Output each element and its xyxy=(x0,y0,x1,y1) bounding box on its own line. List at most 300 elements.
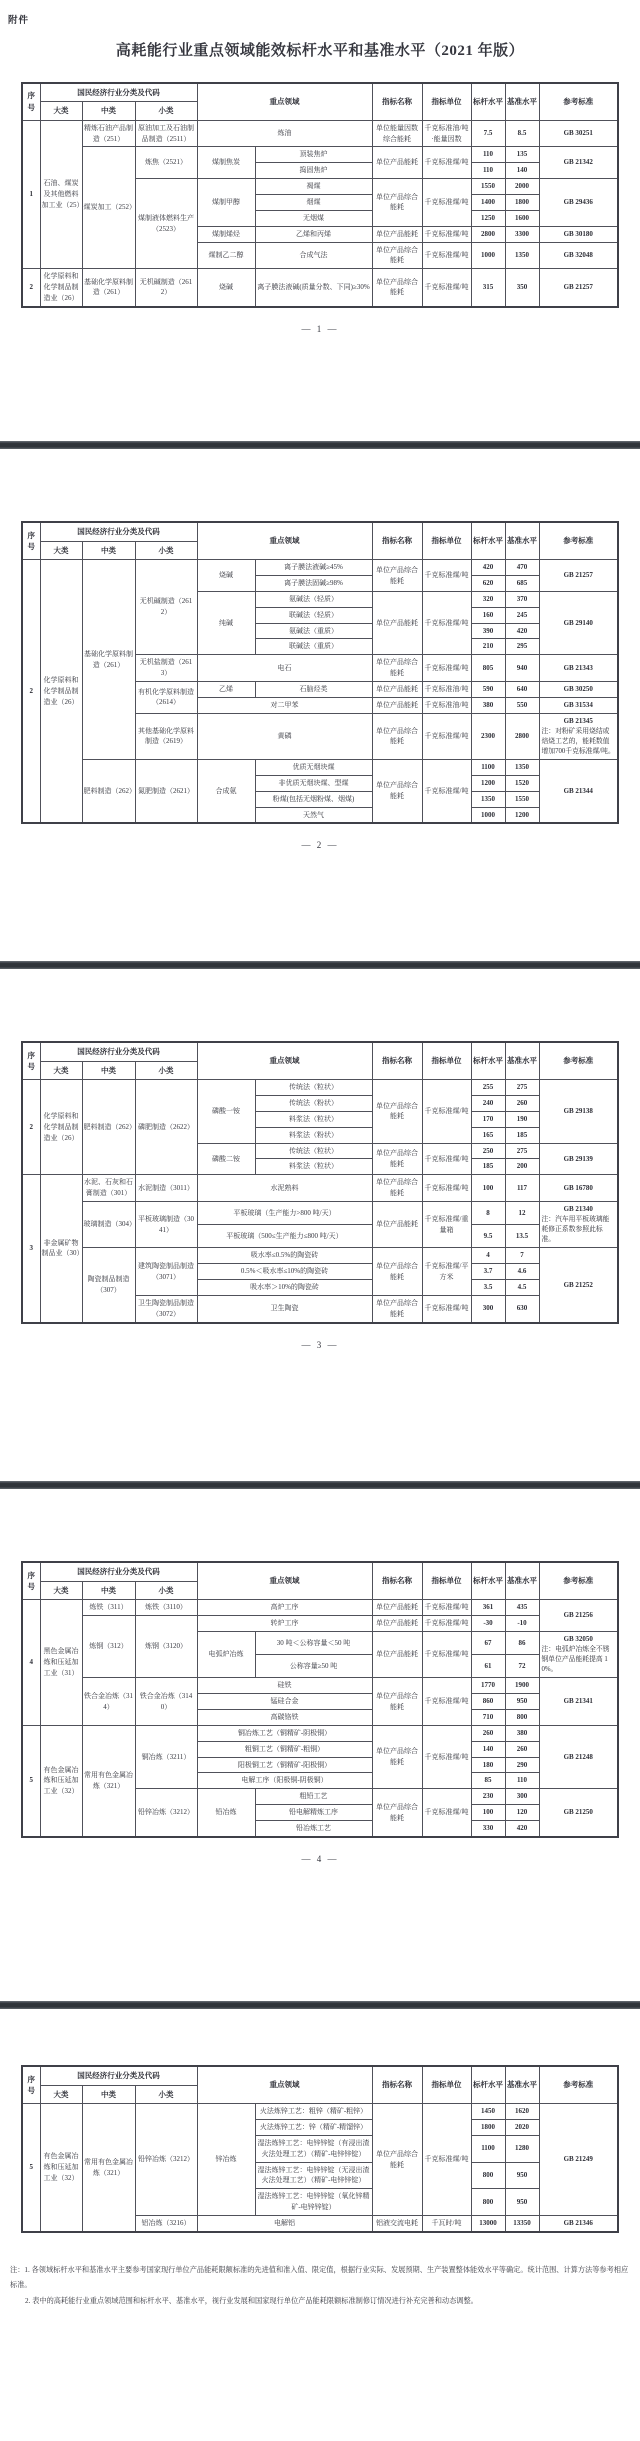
table-cell: 85 xyxy=(471,1773,505,1789)
table-cell: GB 31534 xyxy=(539,697,618,713)
table-cell: 300 xyxy=(505,1789,539,1805)
table-cell: 1000 xyxy=(471,807,505,823)
table-cell: 5 xyxy=(22,1725,40,1836)
table-cell: 550 xyxy=(505,697,539,713)
col-indicator-name: 指标名称 xyxy=(372,1042,422,1080)
table-cell: 单位产品综合能耗 xyxy=(372,179,422,227)
table-cell: 千克标准煤/吨 xyxy=(422,242,471,269)
table-cell: 7 xyxy=(505,1248,539,1264)
table-cell: 135 xyxy=(505,147,539,163)
table-cell: 铁合金冶炼（314） xyxy=(82,1678,135,1726)
table-cell: 435 xyxy=(505,1600,539,1616)
table-cell: 煤制烯烃 xyxy=(197,226,255,242)
table-cell: 950 xyxy=(505,2189,539,2216)
table-cell: 黄磷 xyxy=(197,713,372,759)
table-cell: 基础化学原料制造（261） xyxy=(82,560,135,760)
col-indicator-unit: 指标单位 xyxy=(422,83,471,121)
table-cell: 单位产品综合能耗 xyxy=(372,1248,422,1296)
page-separator xyxy=(0,441,640,449)
table-cell: 天然气 xyxy=(255,807,372,823)
table-cell: 单位产品能耗 xyxy=(372,1202,422,1248)
table-cell: 380 xyxy=(471,697,505,713)
table-cell: 320 xyxy=(471,591,505,607)
table-cell: 640 xyxy=(505,682,539,698)
table-cell: 1600 xyxy=(505,210,539,226)
table-cell: 铅锌冶炼（3212） xyxy=(135,1789,197,1837)
table-cell: 炼钢（3120） xyxy=(135,1616,197,1678)
table-cell: 1200 xyxy=(505,807,539,823)
table-cell: 千克标准煤/吨 xyxy=(422,1175,471,1202)
table-cell: 单位产品综合能耗 xyxy=(372,1789,422,1837)
table-row xyxy=(22,1600,618,1616)
col-indicator-unit: 指标单位 xyxy=(422,1562,471,1600)
table-cell: 粗铜工艺（铜精矿-粗铜） xyxy=(197,1741,372,1757)
col-baseline: 基准水平 xyxy=(505,2066,539,2104)
table-cell: 275 xyxy=(505,1143,539,1159)
table-cell: 传统法（粒状） xyxy=(255,1143,372,1159)
table-cell: 煤制焦炭 xyxy=(197,147,255,179)
table-cell: 对二甲苯 xyxy=(197,697,372,713)
table-cell: 铅电解精炼工序 xyxy=(255,1805,372,1821)
note-1: 注：1. 各领域标杆水平和基准水平主要参考国家现行单位产品能耗限额标准的先进值和准入值、限定值，根据行业实际、发展预期、生产装置整体能效水平等确定。统计范围、计算方法等参考相应标准。 xyxy=(10,2265,629,2290)
benchmark-table-page-3 xyxy=(21,1041,619,1324)
document-page-5 xyxy=(0,2009,640,2417)
table-cell: 单位产品能耗 xyxy=(372,1616,422,1632)
benchmark-table-page-1 xyxy=(21,82,619,308)
table-cell: 200 xyxy=(505,1159,539,1175)
table-cell: 260 xyxy=(505,1741,539,1757)
table-cell: 料浆法（粒状） xyxy=(255,1159,372,1175)
table-cell: 转炉工序 xyxy=(197,1616,372,1632)
table-cell: 290 xyxy=(505,1757,539,1773)
table-cell: 1250 xyxy=(471,210,505,226)
table-cell: 1350 xyxy=(471,791,505,807)
table-cell: 料浆法（粉状） xyxy=(255,1127,372,1143)
table-cell: 纯碱 xyxy=(197,591,255,654)
header-row xyxy=(22,522,618,541)
table-cell: 3.7 xyxy=(471,1264,505,1280)
table-cell: 7.5 xyxy=(471,120,505,147)
col-classification: 国民经济行业分类及代码 xyxy=(40,1042,197,1061)
table-cell: 氨碱法（轻质） xyxy=(255,591,372,607)
table-cell: 61 xyxy=(471,1655,505,1678)
table-cell: 氨碱法（重质） xyxy=(255,623,372,639)
table-cell: 1000 xyxy=(471,242,505,269)
table-cell: 千克标准煤/吨 xyxy=(422,1143,471,1175)
table-cell: 117 xyxy=(505,1175,539,1202)
table-cell: 1800 xyxy=(505,194,539,210)
table-cell: 乙烯和丙烯 xyxy=(255,226,372,242)
col-classification: 国民经济行业分类及代码 xyxy=(40,522,197,541)
table-cell: 110 xyxy=(505,1773,539,1789)
col-middle: 中类 xyxy=(82,1581,135,1600)
table-cell: GB 21249 xyxy=(539,2104,618,2216)
table-cell: 170 xyxy=(471,1111,505,1127)
table-cell: 单位产品综合能耗 xyxy=(372,560,422,592)
table-cell: 1520 xyxy=(505,775,539,791)
header-row xyxy=(22,2066,618,2085)
table-cell: GB 21257 xyxy=(539,560,618,592)
table-cell: 磷酸二铵 xyxy=(197,1143,255,1175)
table-cell: 无机盐制造（2613） xyxy=(135,655,197,682)
table-cell: 炼油 xyxy=(197,120,372,147)
table-cell: 单位产品能耗 xyxy=(372,1631,422,1677)
attachment-label: 附件 xyxy=(8,16,30,26)
table-cell: 千克标准煤/吨 xyxy=(422,147,471,179)
table-cell: 250 xyxy=(471,1143,505,1159)
table-cell: 420 xyxy=(471,560,505,576)
table-cell: 140 xyxy=(505,163,539,179)
table-cell: 1280 xyxy=(505,2135,539,2162)
table-cell: 铜冶炼工艺（铜精矿-阴极铜） xyxy=(197,1725,372,1741)
table-cell: GB 21257 xyxy=(539,269,618,307)
table-cell: 67 xyxy=(471,1631,505,1654)
table-cell: 单位产品综合能耗 xyxy=(372,1678,422,1726)
table-cell: 单位产品综合能耗 xyxy=(372,1175,422,1202)
table-cell: GB 29139 xyxy=(539,1143,618,1175)
table-cell: 361 xyxy=(471,1600,505,1616)
table-cell: 100 xyxy=(471,1805,505,1821)
table-cell: 非优质无烟块煤、型煤 xyxy=(255,775,372,791)
table-cell: 1550 xyxy=(505,791,539,807)
table-cell: 吸水率＞10%的陶瓷砖 xyxy=(197,1280,372,1296)
table-cell: 无机碱制造（2612） xyxy=(135,269,197,307)
table-cell: 3300 xyxy=(505,226,539,242)
table-cell: 230 xyxy=(471,1789,505,1805)
table-cell: 单位产品综合能耗 xyxy=(372,269,422,307)
table-cell: 210 xyxy=(471,639,505,655)
table-cell: 离子膜法液碱(质量分数、下同)≥30% xyxy=(255,269,372,307)
table-cell: 合成氨 xyxy=(197,760,255,824)
table-cell: 1550 xyxy=(471,179,505,195)
table-cell: 1400 xyxy=(471,194,505,210)
col-baseline: 基准水平 xyxy=(505,1562,539,1600)
table-cell: 传统法（粉状） xyxy=(255,1096,372,1112)
table-cell: 380 xyxy=(505,1725,539,1741)
col-reference: 参考标准 xyxy=(539,522,618,560)
table-cell: 电弧炉冶炼 xyxy=(197,1631,255,1677)
table-cell: 肥料制造（262） xyxy=(82,1080,135,1175)
table-cell: 合成气法 xyxy=(255,242,372,269)
table-cell: 2300 xyxy=(471,713,505,759)
table-cell: 铅冶炼工艺 xyxy=(255,1820,372,1836)
col-indicator-unit: 指标单位 xyxy=(422,2066,471,2104)
table-cell: 160 xyxy=(471,607,505,623)
col-major: 大类 xyxy=(40,102,82,121)
table-cell: 420 xyxy=(505,623,539,639)
page-separator xyxy=(0,2001,640,2009)
col-reference: 参考标准 xyxy=(539,2066,618,2104)
table-cell: 2800 xyxy=(471,226,505,242)
col-field: 重点领域 xyxy=(197,1562,372,1600)
table-cell: 千克标准煤/吨 xyxy=(422,269,471,307)
table-cell: 13350 xyxy=(505,2216,539,2232)
table-row xyxy=(22,760,618,776)
table-cell: 平板玻璃制造（3041） xyxy=(135,1202,197,1248)
table-cell: 千克标准油/吨 xyxy=(422,682,471,698)
table-cell: 1200 xyxy=(471,775,505,791)
table-cell: 联碱法（重质） xyxy=(255,639,372,655)
col-major: 大类 xyxy=(40,1581,82,1600)
table-cell: 1450 xyxy=(471,2104,505,2120)
reference-with-note: GB 32050 注：电弧炉冶炼全不锈钢单位产品能耗提高 10%。 xyxy=(539,1631,618,1677)
page-separator xyxy=(0,961,640,969)
table-cell: 千克标准煤/吨 xyxy=(422,713,471,759)
table-cell: 顶装焦炉 xyxy=(255,147,372,163)
table-cell: 铅锌冶炼（3212） xyxy=(135,2104,197,2216)
table-cell: 72 xyxy=(505,1655,539,1678)
table-cell: 千克标准煤/吨 xyxy=(422,1080,471,1143)
table-cell: 710 xyxy=(471,1710,505,1726)
table-cell: 电解工序（阳极铜-阴极铜） xyxy=(197,1773,372,1789)
table-cell: GB 29140 xyxy=(539,591,618,654)
header-row xyxy=(22,1562,618,1581)
page-number: — 4 — xyxy=(301,1853,339,1864)
table-cell: 电解铝 xyxy=(197,2216,372,2232)
col-reference: 参考标准 xyxy=(539,1562,618,1600)
table-cell: 470 xyxy=(505,560,539,576)
table-cell: 300 xyxy=(471,1295,505,1322)
table-cell: 805 xyxy=(471,655,505,682)
table-cell: 火法炼锌工艺：粗锌（精矿-粗锌） xyxy=(255,2104,372,2120)
col-minor: 小类 xyxy=(135,1581,197,1600)
col-field: 重点领域 xyxy=(197,2066,372,2104)
reference-with-note: GB 21340 注：汽车用平板玻璃能耗修正系数参照此标准。 xyxy=(539,1202,618,1248)
table-cell: 原油加工及石油制品制造（2511） xyxy=(135,120,197,147)
table-cell: 常用有色金属冶炼（321） xyxy=(82,2104,135,2232)
table-cell: 13.5 xyxy=(505,1225,539,1248)
table-cell: 千克标准煤/吨 xyxy=(422,1600,471,1616)
col-middle: 中类 xyxy=(82,2085,135,2104)
col-major: 大类 xyxy=(40,2085,82,2104)
table-cell: 千克标准煤/吨 xyxy=(422,560,471,592)
table-cell: 千克标准油/吨·能量因数 xyxy=(422,120,471,147)
table-cell: 离子膜法固碱≥98% xyxy=(255,576,372,592)
col-benchmark: 标杆水平 xyxy=(471,1042,505,1080)
col-benchmark: 标杆水平 xyxy=(471,2066,505,2104)
table-cell: 千克标准油/吨 xyxy=(422,697,471,713)
table-cell: 有色金属冶炼和压延加工业（32） xyxy=(40,2104,82,2232)
table-row xyxy=(22,1678,618,1694)
table-cell: 1900 xyxy=(505,1678,539,1694)
table-cell: 锰硅合金 xyxy=(197,1694,372,1710)
table-row xyxy=(22,1175,618,1202)
table-cell: 铝冶炼（3216） xyxy=(135,2216,197,2232)
table-cell: 单位产品综合能耗 xyxy=(372,1080,422,1143)
table-cell: 1100 xyxy=(471,2135,505,2162)
table-cell: 铅冶炼 xyxy=(197,1789,255,1837)
table-cell: 单位产品综合能耗 xyxy=(372,655,422,682)
table-cell: 优质无烟块煤 xyxy=(255,760,372,776)
table-cell: 磷酸一铵 xyxy=(197,1080,255,1143)
table-cell: 单位产品能耗 xyxy=(372,1600,422,1616)
col-classification: 国民经济行业分类及代码 xyxy=(40,1562,197,1581)
table-cell: 有色金属冶炼和压延加工业（32） xyxy=(40,1725,82,1836)
table-cell: 单位产品综合能耗 xyxy=(372,713,422,759)
table-cell: 玻璃制造（304） xyxy=(82,1202,135,1248)
page-separator xyxy=(0,1481,640,1489)
table-cell: 湿法炼锌工艺：电锌锌锭（无浸出渣火法处理工艺）（精矿-电锌锌锭） xyxy=(255,2162,372,2189)
table-cell: 卫生陶瓷制品制造（3072） xyxy=(135,1295,197,1322)
table-row xyxy=(22,560,618,576)
table-cell: 建筑陶瓷制品制造（3071） xyxy=(135,1248,197,1296)
table-cell: 1620 xyxy=(505,2104,539,2120)
col-benchmark: 标杆水平 xyxy=(471,83,505,121)
table-cell: 单位产品能耗 xyxy=(372,591,422,654)
table-cell: 陶瓷制品制造（307） xyxy=(82,1248,135,1323)
table-cell: 940 xyxy=(505,655,539,682)
table-cell: 12 xyxy=(505,1202,539,1225)
table-cell: 8 xyxy=(471,1202,505,1225)
table-cell: 烧碱 xyxy=(197,560,255,592)
table-row xyxy=(22,1248,618,1264)
col-field: 重点领域 xyxy=(197,1042,372,1080)
table-cell: 190 xyxy=(505,1111,539,1127)
table-cell: 化学原料和化学制品制造业（26） xyxy=(40,269,82,307)
table-cell: GB 21250 xyxy=(539,1789,618,1837)
table-cell: 2800 xyxy=(505,713,539,759)
table-cell: 电石 xyxy=(197,655,372,682)
table-cell: GB 21342 xyxy=(539,147,618,179)
table-cell: 620 xyxy=(471,576,505,592)
table-cell: 590 xyxy=(471,682,505,698)
table-cell: 110 xyxy=(471,147,505,163)
table-cell: 315 xyxy=(471,269,505,307)
table-cell: GB 21341 xyxy=(539,1678,618,1726)
col-classification: 国民经济行业分类及代码 xyxy=(40,2066,197,2085)
col-minor: 小类 xyxy=(135,2085,197,2104)
col-seq: 序号 xyxy=(22,2066,40,2104)
table-cell: 煤制液体燃料生产（2523） xyxy=(135,179,197,269)
table-cell: 千克标准煤/吨 xyxy=(422,2104,471,2216)
table-cell: 千瓦时/吨 xyxy=(422,2216,471,2232)
table-cell: 有机化学原料制造（2614） xyxy=(135,682,197,714)
table-cell: 3.5 xyxy=(471,1280,505,1296)
col-seq: 序号 xyxy=(22,1042,40,1080)
table-cell: 165 xyxy=(471,1127,505,1143)
table-cell: GB 21343 xyxy=(539,655,618,682)
table-cell: 烟煤 xyxy=(255,194,372,210)
table-cell: 630 xyxy=(505,1295,539,1322)
table-cell: 4 xyxy=(471,1248,505,1264)
table-cell: 单位产品综合能耗 xyxy=(372,1725,422,1788)
table-cell: 950 xyxy=(505,2162,539,2189)
table-cell: 千克标准煤/吨 xyxy=(422,1631,471,1677)
table-cell: 煤制甲醇 xyxy=(197,179,255,227)
table-cell: 13000 xyxy=(471,2216,505,2232)
table-cell: 千克标准煤/吨 xyxy=(422,1725,471,1788)
col-reference: 参考标准 xyxy=(539,1042,618,1080)
table-cell: 单位产品能耗 xyxy=(372,147,422,179)
table-cell: 石油、煤炭及其他燃料加工业（25） xyxy=(40,120,82,268)
col-indicator-name: 指标名称 xyxy=(372,2066,422,2104)
table-cell: 铁合金冶炼（3140） xyxy=(135,1678,197,1726)
page-number: — 1 — xyxy=(301,323,339,334)
table-cell: 4 xyxy=(22,1600,40,1726)
table-cell: GB 21346 xyxy=(539,2216,618,2232)
table-cell: 110 xyxy=(471,163,505,179)
table-cell: GB 16780 xyxy=(539,1175,618,1202)
table-cell: 常用有色金属冶炼（321） xyxy=(82,1725,135,1836)
table-cell: 粉煤(包括无烟粉煤、烟煤) xyxy=(255,791,372,807)
table-cell: 单位产品综合能耗 xyxy=(372,242,422,269)
col-benchmark: 标杆水平 xyxy=(471,522,505,560)
header-row xyxy=(22,83,618,102)
table-cell: 化学原料和化学制品制造业（26） xyxy=(40,560,82,824)
table-cell: 其他基础化学原料制造（2619） xyxy=(135,713,197,759)
table-cell: 湿法炼锌工艺：电锌锌锭（有浸出渣火法处理工艺）（精矿-电锌锌锭） xyxy=(255,2135,372,2162)
table-cell: 湿法炼锌工艺：电锌锌锭（氧化锌精矿-电锌锌锭） xyxy=(255,2189,372,2216)
table-cell: 330 xyxy=(471,1820,505,1836)
table-cell: 千克标准煤/吨 xyxy=(422,226,471,242)
col-indicator-name: 指标名称 xyxy=(372,83,422,121)
table-cell: GB 21252 xyxy=(539,1248,618,1323)
table-cell: 单位能量因数综合能耗 xyxy=(372,120,422,147)
document-page-1 xyxy=(0,0,640,441)
table-cell: 800 xyxy=(505,1710,539,1726)
page-number: — 2 — xyxy=(301,840,339,851)
table-cell: 800 xyxy=(471,2162,505,2189)
col-seq: 序号 xyxy=(22,83,40,121)
table-cell: 180 xyxy=(471,1757,505,1773)
col-minor: 小类 xyxy=(135,541,197,560)
table-cell: 86 xyxy=(505,1631,539,1654)
table-cell: 黑色金属冶炼和压延加工业（31） xyxy=(40,1600,82,1726)
table-cell: 炼钢（312） xyxy=(82,1616,135,1678)
table-cell: 精炼石油产品制造（251） xyxy=(82,120,135,147)
col-reference: 参考标准 xyxy=(539,83,618,121)
table-cell: 千克标准煤/吨 xyxy=(422,1678,471,1726)
table-cell: 千克标准煤/平方米 xyxy=(422,1248,471,1296)
table-cell: 卫生陶瓷 xyxy=(197,1295,372,1322)
benchmark-table-page-2 xyxy=(21,521,619,824)
table-cell: GB 30251 xyxy=(539,120,618,147)
table-cell: 单位产品能耗 xyxy=(372,682,422,698)
table-cell: 千克标准煤/吨 xyxy=(422,591,471,654)
table-cell: 0.5%＜吸水率≤10%的陶瓷砖 xyxy=(197,1264,372,1280)
table-row xyxy=(22,1080,618,1096)
table-cell: GB 30250 xyxy=(539,682,618,698)
table-cell: 联碱法（轻质） xyxy=(255,607,372,623)
table-cell: 245 xyxy=(505,607,539,623)
table-cell: 390 xyxy=(471,623,505,639)
col-indicator-unit: 指标单位 xyxy=(422,522,471,560)
table-cell: 公称容量≥50 吨 xyxy=(255,1655,372,1678)
table-cell: -30 xyxy=(471,1616,505,1632)
table-cell: 千克标准煤/吨 xyxy=(422,179,471,227)
table-cell: 离子膜法液碱≥45% xyxy=(255,560,372,576)
table-cell: 煤炭加工（252） xyxy=(82,147,135,269)
table-cell: 2 xyxy=(22,560,40,824)
table-cell: 烧碱 xyxy=(197,269,255,307)
table-cell: 粗铅工艺 xyxy=(255,1789,372,1805)
col-baseline: 基准水平 xyxy=(505,522,539,560)
col-minor: 小类 xyxy=(135,102,197,121)
table-row xyxy=(22,1616,618,1632)
table-cell: 火法炼锌工艺：锌（精矿-精馏锌） xyxy=(255,2120,372,2136)
table-cell: 磷肥制造（2622） xyxy=(135,1080,197,1175)
table-cell: 295 xyxy=(505,639,539,655)
col-seq: 序号 xyxy=(22,522,40,560)
table-cell: 平板玻璃（500≤生产能力≤800 吨/天） xyxy=(197,1225,372,1248)
col-middle: 中类 xyxy=(82,102,135,121)
table-cell: 185 xyxy=(505,1127,539,1143)
table-cell: 阳极铜工艺（铜精矿-阳极铜） xyxy=(197,1757,372,1773)
table-cell: 铜冶炼（3211） xyxy=(135,1725,197,1788)
table-cell: 褐煤 xyxy=(255,179,372,195)
table-cell: 950 xyxy=(505,1694,539,1710)
table-cell: 800 xyxy=(471,2189,505,2216)
